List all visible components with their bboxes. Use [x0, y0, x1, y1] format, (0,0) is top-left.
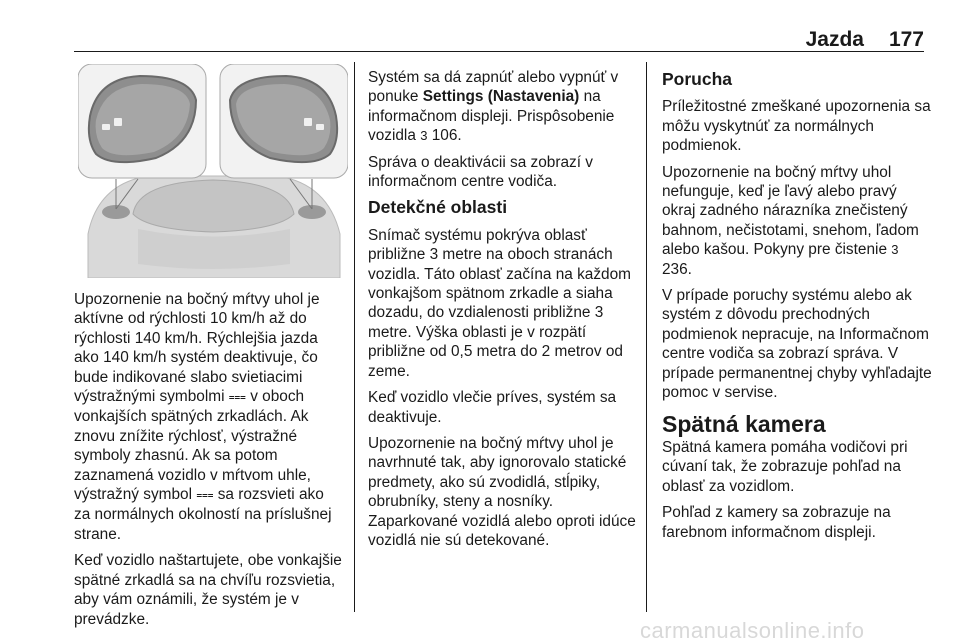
text: Upozornenie na bočný mŕtvy uhol je aktívne od rýchlosti 10 km/h až do rýchlosti 140 km/h. Rýchlejšia jazda ako 140 km/h systém deaktivuje, čo bude indikované slabo svietiacimi výstražnými symbolmi — [74, 291, 320, 406]
blind-spot-mirror-illustration — [78, 64, 348, 278]
text: 106. — [427, 127, 462, 145]
paragraph: Spätná kamera pomáha vodičovi pri cúvaní tak, že zobrazuje pohľad na oblasť za vozidlom. — [662, 438, 908, 495]
text: Upozornenie na bočný mŕtvy uhol nefunguje, keď je ľavý alebo pravý okraj zadného nárazníka znečistený bahnom, nečistotami, snehom, ľadom alebo kašou. Pokyny pre čistenie — [662, 163, 919, 259]
section-title: Jazda — [805, 28, 864, 51]
heading-fault: Porucha — [662, 69, 733, 89]
blind-spot-warning-icon: ⩶ — [196, 490, 214, 502]
menu-reference: Settings (Nastavenia) — [422, 88, 580, 106]
column-divider-left — [354, 62, 355, 612]
paragraph: Keď vozidlo naštartujete, obe vonkajšie spätné zrkadlá sa na chvíľu rozsvietia, aby vám oznámili, že systém je v prevádzke. — [74, 552, 342, 628]
heading-rear-camera: Spätná kamera — [662, 410, 826, 437]
paragraph: Snímač systému pokrýva oblasť približne 3 metre na oboch stranách vozidla. Táto oblasť začína na každom vonkajšom spätnom zrkadle a siaha dozadu, do vzdialenosti približne 3 metre. Výška oblasti je v rozpätí približne od 0,5 metra do 2 metrov od zeme. — [368, 226, 632, 380]
text: Systém sa dá zapnúť alebo vypnúť v ponuke — [368, 69, 619, 106]
paragraph: Správa o deaktivácii sa zobrazí v informačnom centre vodiča. — [368, 153, 593, 191]
paragraph: Keď vozidlo vlečie príves, systém sa deaktivuje. — [368, 389, 617, 426]
car-mirrors-icon — [78, 64, 348, 278]
paragraph — [368, 68, 640, 146]
paragraph — [74, 290, 344, 544]
text: v oboch vonkajších spätných zrkadlách. Ak znovu znížite rýchlosť, výstražné symboly zhasnú. Ak sa potom zaznamená vozidlo v mŕtvom uhle, výstražný symbol — [74, 388, 311, 504]
blind-spot-warning-icon: ⩶ — [228, 392, 246, 404]
header-rule — [74, 51, 924, 52]
text: 236. — [662, 260, 692, 278]
watermark: carmanualsonline.info — [640, 618, 865, 643]
column-middle — [368, 68, 640, 557]
text: na informačnom displeji. Prispôsobenie vozidla — [368, 88, 615, 145]
heading-detection-areas: Detekčné oblasti — [368, 197, 508, 218]
paragraph: Upozornenie na bočný mŕtvy uhol je navrhnuté tak, aby ignorovalo statické predmety, ako sú zvodidlá, stĺpiky, obrubníky, steny a nosníky. Zaparkované vozidlá alebo oproti idúce vozidlá nie sú detekované. — [368, 434, 636, 549]
paragraph: Pohľad z kamery sa zobrazuje na farebnom informačnom displeji. — [662, 504, 891, 541]
page-ref-icon: 3 — [420, 128, 428, 144]
paragraph: Príležitostné zmeškané upozornenia sa môžu vyskytnúť za normálnych podmienok. — [662, 98, 931, 155]
paragraph: V prípade poruchy systému alebo ak systém z dôvodu prechodných podmienok nepracuje, na Informačnom centre vodiča sa zobrazí správa. V prípade permanentnej chyby vyhľadajte pomoc v servise. — [662, 287, 932, 402]
page-header — [0, 0, 960, 52]
paragraph — [662, 163, 932, 279]
column-left — [74, 290, 344, 636]
text: sa rozsvieti ako za normálnych okolností na príslušnej strane. — [74, 486, 332, 543]
page-ref-icon: 3 — [891, 242, 899, 258]
column-divider-right — [646, 62, 647, 612]
column-right — [662, 68, 932, 549]
page-number: 177 — [888, 28, 924, 51]
